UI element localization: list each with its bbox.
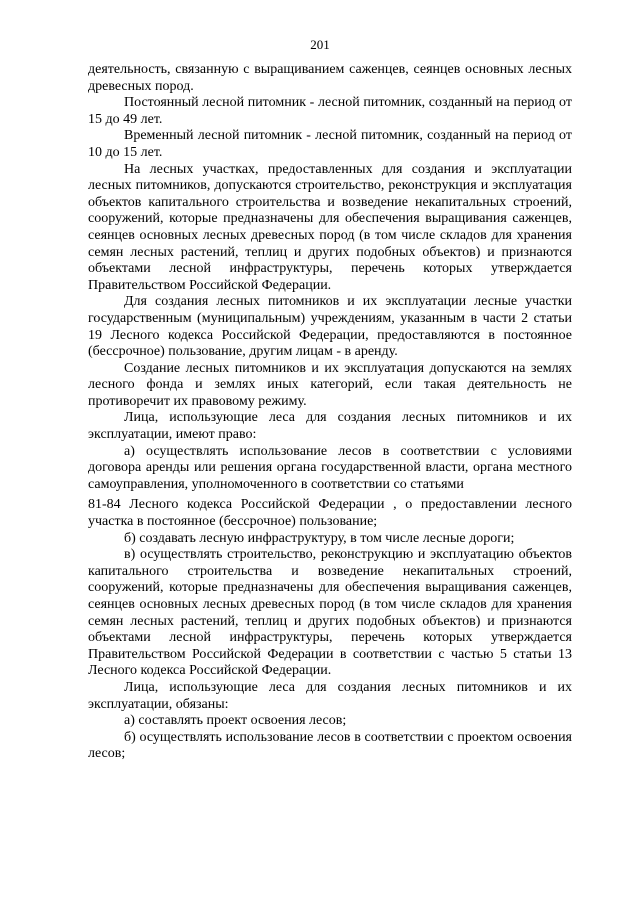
document-body xyxy=(88,62,572,763)
paragraph-construction: На лесных участках, предоставленных для создания и эксплуатации лесных питомников, допускаются строительство, реконструкция и эксплуатация объектов капитального строительства и возведение некапитальных строений, сооружений, которые предназначены для обеспечения выращивания саженцев, сеянцев основных лесных древесных пород (в том числе складов для хранения семян лесных растений, теплиц и других подобных объектов) и признаются объектами лесной инфраструктуры, перечень которых утверждается Правительством Российской Федерации. xyxy=(88,161,572,293)
paragraph-right-a-continued: 81-84 Лесного кодекса Российской Федерации , о предоставлении лесного участка в постоянное (бессрочное) пользование; xyxy=(88,497,572,530)
paragraph-rights-intro: Лица, использующие леса для создания лесных питомников и их эксплуатации, имеют право: xyxy=(88,410,572,443)
paragraph-land-categories: Создание лесных питомников и их эксплуатация допускаются на землях лесного фонда и землях иных категорий, если такая деятельность не противоречит их правовому режиму. xyxy=(88,360,572,409)
paragraph-continuation: деятельность, связанную с выращиванием саженцев, сеянцев основных лесных древесных пород. xyxy=(88,62,572,94)
paragraph-right-a: а) осуществлять использование лесов в соответствии с условиями договора аренды или решения органа государственной власти, органа местного самоуправления, уполномоченного в соответствии со статьями xyxy=(88,443,572,492)
paragraph-obligation-b: б) осуществлять использование лесов в соответствии с проектом освоения лесов; xyxy=(88,729,572,762)
paragraph-temporary-nursery: Временный лесной питомник - лесной питомник, созданный на период от 10 до 15 лет. xyxy=(88,128,572,160)
paragraph-obligations-intro: Лица, использующие леса для создания лесных питомников и их эксплуатации, обязаны: xyxy=(88,679,572,712)
paragraph-obligation-a: а) составлять проект освоения лесов; xyxy=(124,713,347,729)
paragraph-permanent-nursery: Постоянный лесной питомник - лесной питомник, созданный на период от 15 до 49 лет. xyxy=(88,95,572,127)
paragraph-right-c: в) осуществлять строительство, реконструкцию и эксплуатацию объектов капитального строительства и возведение некапитальных строений, сооружений, которые предназначены для обеспечения выращивания саженцев, сеянцев основных лесных древесных пород (в том числе складов для хранения семян лесных растений, теплиц и других подобных объектов) и признаются объектами лесной инфраструктуры, перечень которых утверждается Правительством Российской Федерации в соответствии с частью 5 статьи 13 Лесного кодекса Российской Федерации. xyxy=(88,547,572,679)
paragraph-land-provision: Для создания лесных питомников и их эксплуатации лесные участки государственным (муниципальным) учреждениям, указанным в части 2 статьи 19 Лесного кодекса Российской Федерации, предоставляются в постоянное (бессрочное) пользование, другим лицам - в аренду. xyxy=(88,294,572,360)
paragraph-right-b: б) создавать лесную инфраструктуру, в том числе лесные дороги; xyxy=(124,530,515,546)
page-number: 201 xyxy=(310,37,330,52)
